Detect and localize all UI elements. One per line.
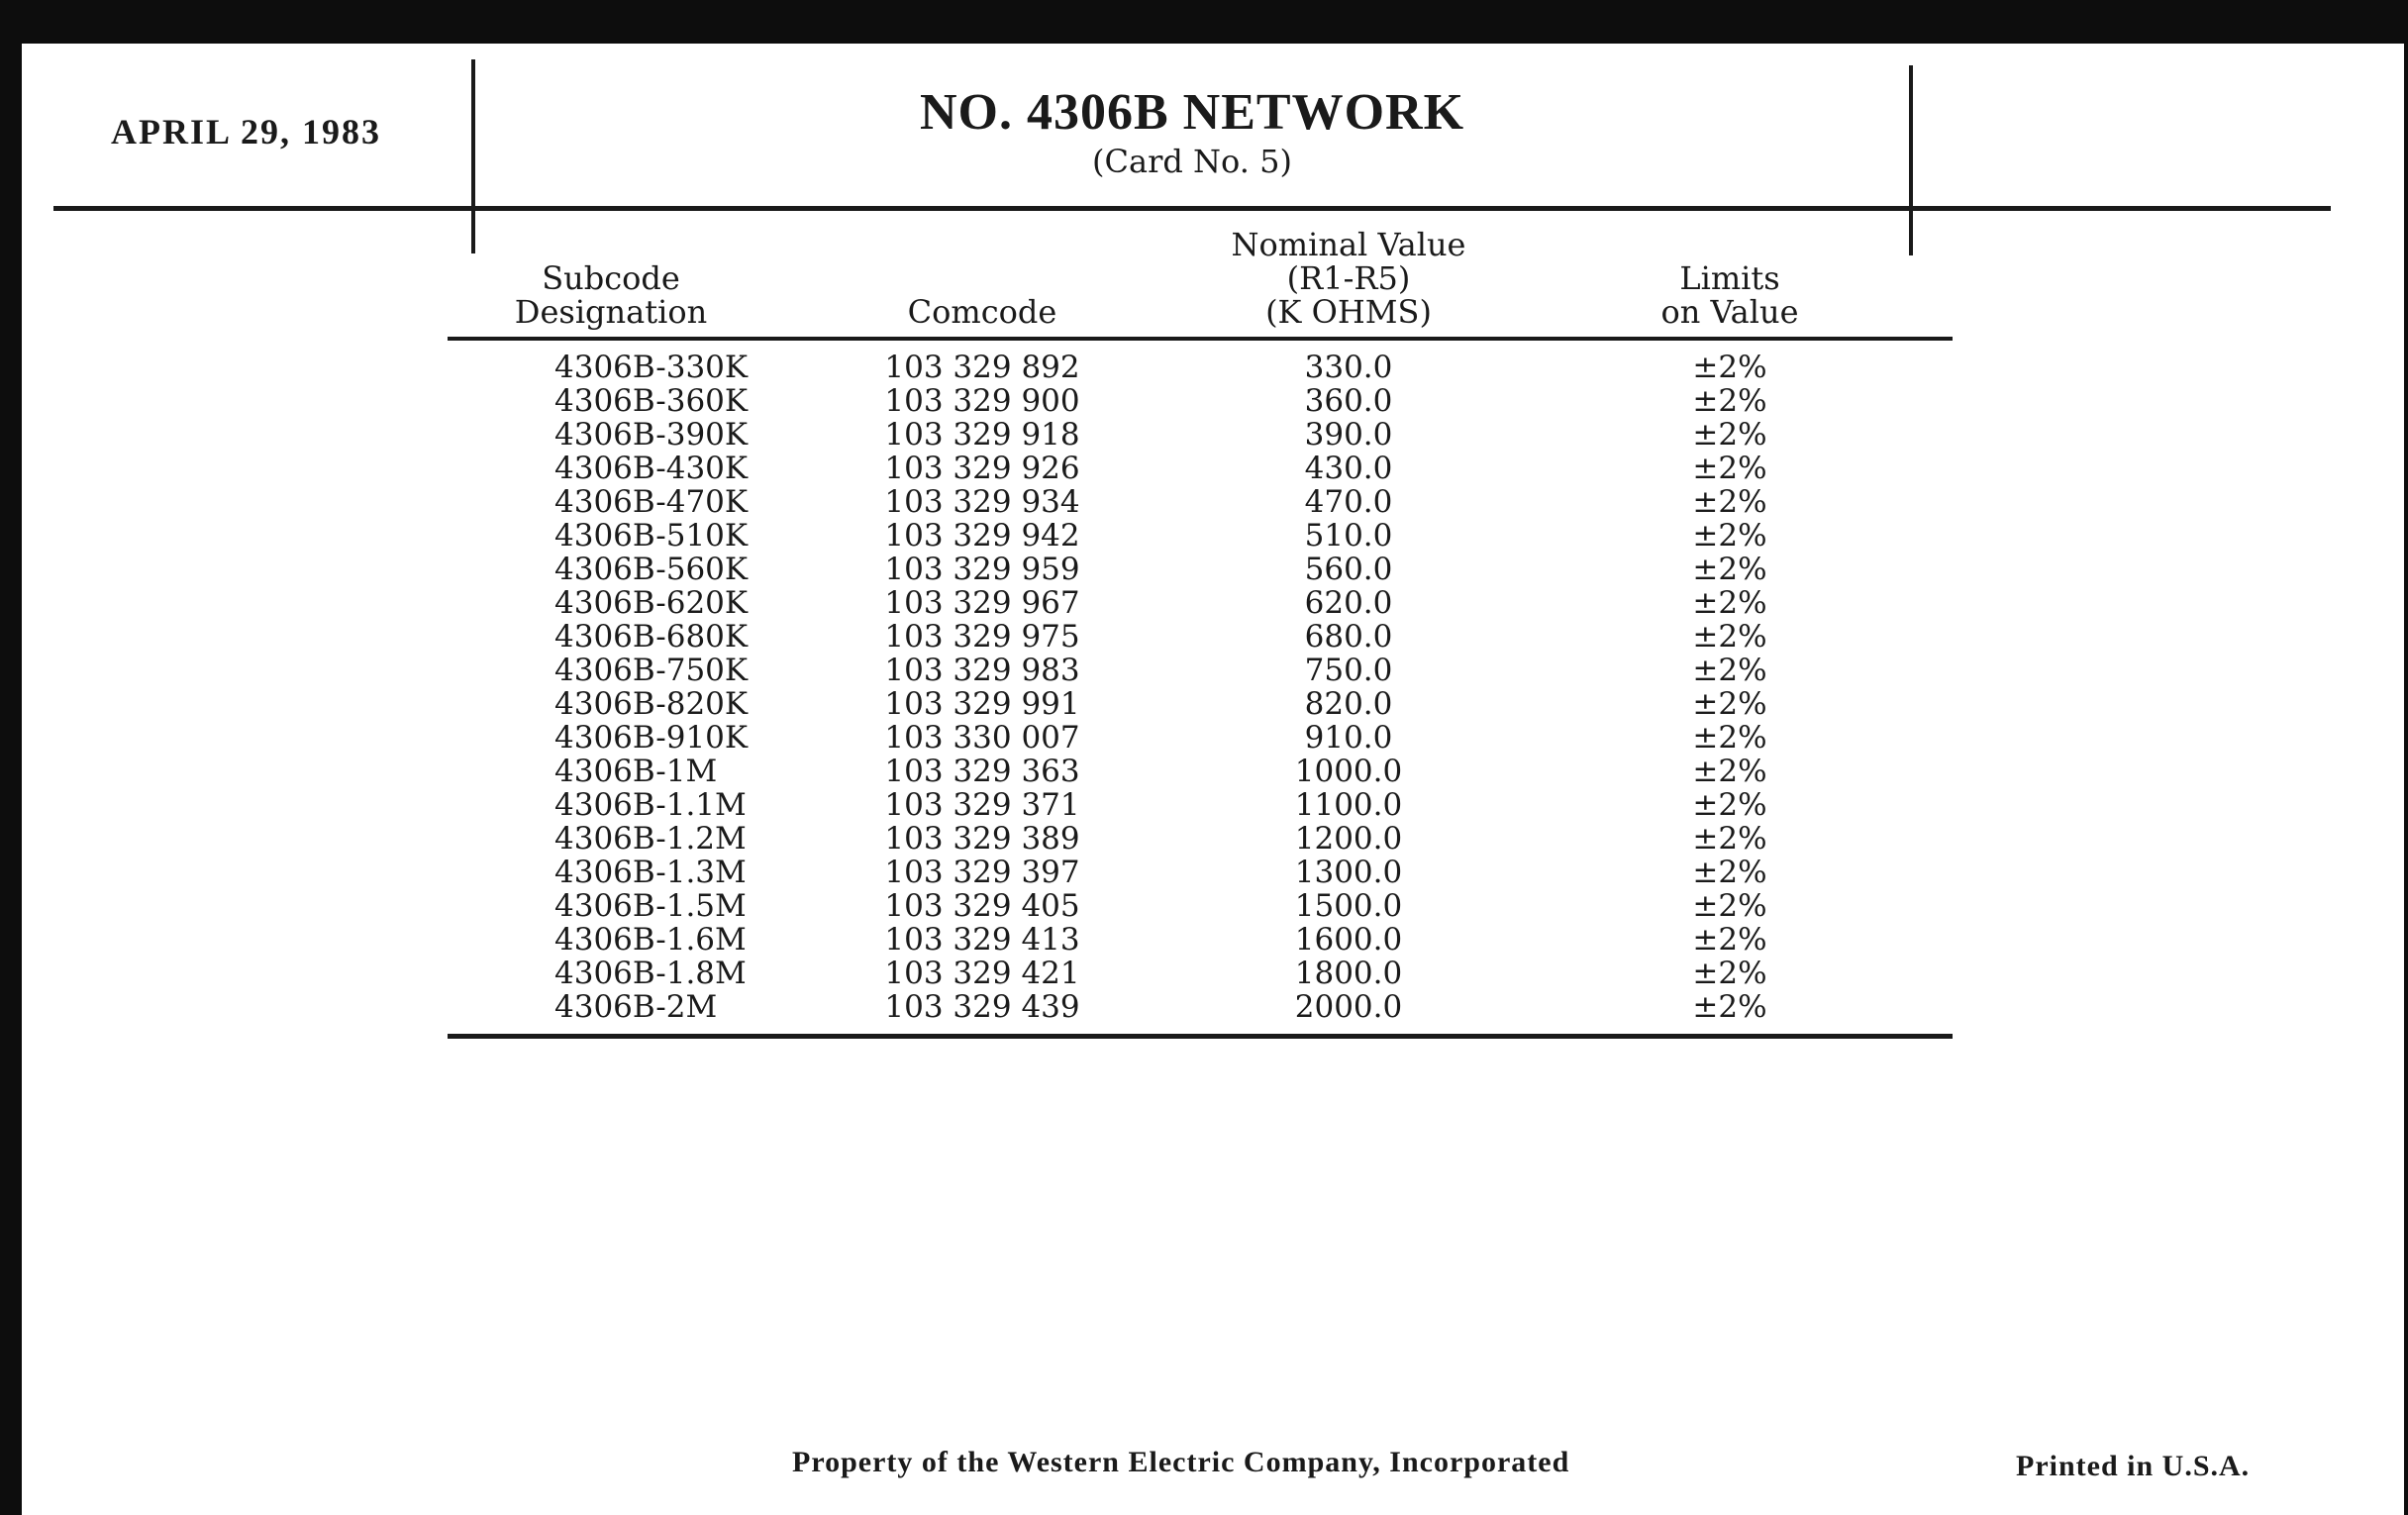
cell-subcode: 4306B-620K [554, 585, 749, 621]
cell-comcode: 103 329 900 [884, 383, 1080, 419]
cell-limits: ±2% [1692, 821, 1767, 857]
table-row [448, 452, 1953, 485]
cell-limits: ±2% [1692, 383, 1767, 419]
cell-comcode: 103 329 991 [884, 686, 1080, 722]
header-nominal-value [1190, 228, 1507, 339]
cell-comcode: 103 329 421 [884, 956, 1080, 991]
table-row [448, 339, 1953, 384]
cell-limits: ±2% [1692, 619, 1767, 655]
table-body [448, 339, 1953, 1037]
cell-limits: ±2% [1692, 417, 1767, 453]
cell-subcode: 4306B-1.6M [554, 922, 747, 958]
cell-limits: ±2% [1692, 451, 1767, 486]
header-limits [1507, 228, 1953, 339]
header-nominal-line-2: (R1-R5) [1286, 259, 1411, 297]
cell-comcode: 103 329 389 [884, 821, 1080, 857]
cell-comcode: 103 329 371 [884, 787, 1080, 823]
cell-nominal-value: 1200.0 [1294, 821, 1403, 857]
network-table [448, 228, 1953, 1039]
cell-subcode: 4306B-560K [554, 552, 749, 587]
cell-limits: ±2% [1692, 855, 1767, 890]
cell-comcode: 103 329 975 [884, 619, 1080, 655]
cell-nominal-value: 910.0 [1304, 720, 1393, 756]
cell-comcode: 103 329 918 [884, 417, 1080, 453]
card-number: (Card No. 5) [1092, 143, 1292, 180]
cell-subcode: 4306B-2M [448, 990, 774, 1037]
header-divider-left [471, 59, 475, 253]
cell-comcode: 103 329 892 [884, 350, 1080, 385]
cell-subcode: 4306B-390K [554, 417, 749, 453]
cell-nominal-value: 820.0 [1304, 686, 1393, 722]
cell-nominal-value: 1100.0 [1294, 787, 1403, 823]
header-limits-line-1: Limits [1679, 259, 1780, 297]
cell-comcode: 103 329 363 [884, 754, 1080, 789]
document-card [22, 44, 2404, 1515]
cell-comcode: 103 329 397 [884, 855, 1080, 890]
cell-nominal-value: 470.0 [1304, 484, 1393, 520]
table-row [448, 418, 1953, 452]
cell-nominal-value: 510.0 [1304, 518, 1393, 554]
footer-property-notice: Property of the Western Electric Company, Incorporated [792, 1446, 1570, 1478]
cell-nominal-value: 1600.0 [1294, 922, 1403, 958]
cell-limits: ±2% [1692, 350, 1767, 385]
header-comcode [774, 228, 1190, 339]
cell-subcode: 4306B-330K [554, 350, 749, 385]
document-title: NO. 4306B NETWORK [919, 84, 1465, 141]
table-row [448, 788, 1953, 822]
cell-comcode: 103 329 959 [884, 552, 1080, 587]
table-row [448, 889, 1953, 923]
header-comcode-line-1: Comcode [907, 293, 1057, 331]
cell-nominal-value: 430.0 [1304, 451, 1393, 486]
cell-subcode: 4306B-1.3M [554, 855, 747, 890]
cell-comcode: 103 329 942 [884, 518, 1080, 554]
cell-nominal-value: 2000.0 [1190, 990, 1507, 1037]
table-row [448, 923, 1953, 957]
header-subcode-line-1: Subcode [542, 259, 680, 297]
header-nominal-line-3: (K OHMS) [1265, 293, 1432, 331]
cell-comcode: 103 329 439 [774, 990, 1190, 1037]
cell-nominal-value: 1300.0 [1294, 855, 1403, 890]
cell-subcode: 4306B-510K [554, 518, 749, 554]
table-row [448, 553, 1953, 586]
cell-limits: ±2% [1692, 956, 1767, 991]
cell-subcode: 4306B-360K [554, 383, 749, 419]
table-row [448, 856, 1953, 889]
cell-limits: ±2% [1692, 720, 1767, 756]
table-row [448, 620, 1953, 654]
cell-limits: ±2% [1692, 754, 1767, 789]
table-row [448, 519, 1953, 553]
cell-comcode: 103 329 405 [884, 888, 1080, 924]
table-row [448, 485, 1953, 519]
table-row [448, 654, 1953, 687]
header-subcode-line-2: Designation [514, 293, 708, 331]
cell-nominal-value: 680.0 [1304, 619, 1393, 655]
issue-date: APRIL 29, 1983 [111, 112, 382, 152]
cell-limits: ±2% [1692, 787, 1767, 823]
header-rule [53, 206, 2331, 211]
table-row [448, 586, 1953, 620]
cell-comcode: 103 329 926 [884, 451, 1080, 486]
cell-nominal-value: 330.0 [1304, 350, 1393, 385]
cell-subcode: 4306B-820K [554, 686, 749, 722]
cell-limits: ±2% [1692, 653, 1767, 688]
table-row [448, 957, 1953, 990]
header-nominal-line-1: Nominal Value [1231, 226, 1466, 263]
table-header-row [448, 228, 1953, 339]
cell-comcode: 103 329 413 [884, 922, 1080, 958]
cell-comcode: 103 329 967 [884, 585, 1080, 621]
cell-limits: ±2% [1692, 585, 1767, 621]
cell-nominal-value: 560.0 [1304, 552, 1393, 587]
cell-subcode: 4306B-430K [554, 451, 749, 486]
cell-subcode: 4306B-1M [554, 754, 718, 789]
cell-limits: ±2% [1692, 484, 1767, 520]
cell-nominal-value: 750.0 [1304, 653, 1393, 688]
network-table-container [448, 228, 1953, 1039]
cell-comcode: 103 329 934 [884, 484, 1080, 520]
cell-subcode: 4306B-910K [554, 720, 749, 756]
table-row [448, 822, 1953, 856]
table-row [448, 990, 1953, 1037]
cell-comcode: 103 329 983 [884, 653, 1080, 688]
cell-subcode: 4306B-680K [554, 619, 749, 655]
cell-nominal-value: 360.0 [1304, 383, 1393, 419]
cell-nominal-value: 620.0 [1304, 585, 1393, 621]
header-subcode [448, 228, 774, 339]
title-block [477, 83, 1907, 180]
cell-nominal-value: 1800.0 [1294, 956, 1403, 991]
cell-limits: ±2% [1692, 922, 1767, 958]
table-row [448, 755, 1953, 788]
cell-nominal-value: 1500.0 [1294, 888, 1403, 924]
cell-comcode: 103 330 007 [884, 720, 1080, 756]
cell-subcode: 4306B-1.8M [554, 956, 747, 991]
table-row [448, 721, 1953, 755]
cell-subcode: 4306B-1.5M [554, 888, 747, 924]
cell-limits: ±2% [1692, 686, 1767, 722]
cell-limits: ±2% [1507, 990, 1953, 1037]
table-row [448, 384, 1953, 418]
footer-printed-in: Printed in U.S.A. [2016, 1450, 2251, 1482]
cell-limits: ±2% [1692, 518, 1767, 554]
cell-subcode: 4306B-470K [554, 484, 749, 520]
cell-nominal-value: 1000.0 [1294, 754, 1403, 789]
table-row [448, 687, 1953, 721]
cell-limits: ±2% [1692, 552, 1767, 587]
cell-subcode: 4306B-1.2M [554, 821, 747, 857]
cell-subcode: 4306B-1.1M [554, 787, 747, 823]
header-limits-line-2: on Value [1660, 293, 1799, 331]
cell-subcode: 4306B-750K [554, 653, 749, 688]
cell-nominal-value: 390.0 [1304, 417, 1393, 453]
cell-limits: ±2% [1692, 888, 1767, 924]
